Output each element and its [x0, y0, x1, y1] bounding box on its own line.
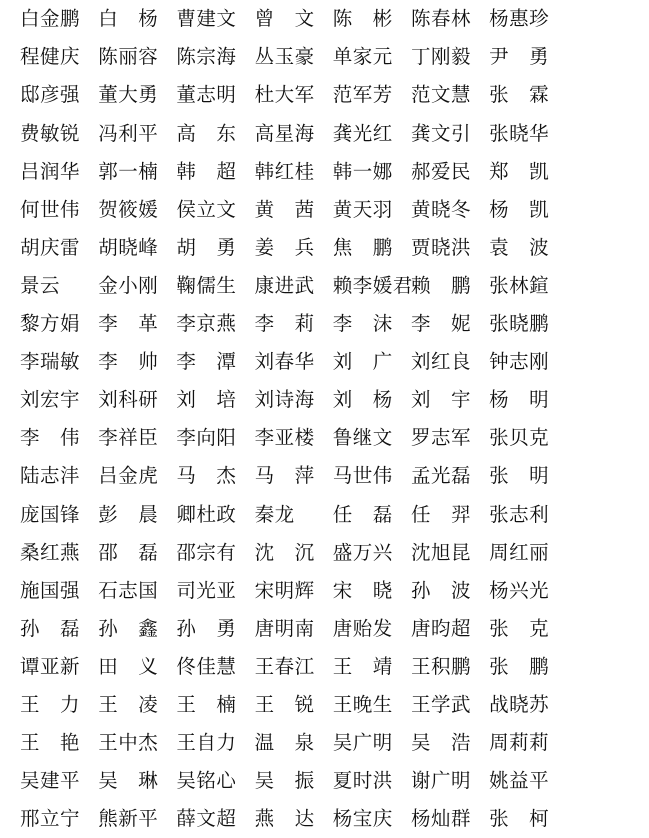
name-cell: 丁刚毅 — [410, 45, 471, 69]
name-cell: 沈 沉 — [254, 540, 315, 564]
name-cell: 张 克 — [489, 616, 550, 640]
name-cell: 陈宗海 — [176, 45, 237, 69]
name-cell: 李亚楼 — [254, 426, 315, 450]
name-cell: 贾晓洪 — [410, 235, 471, 259]
name-row — [20, 457, 649, 495]
name-cell: 高 东 — [176, 121, 237, 145]
name-row — [20, 800, 649, 838]
name-cell: 王 力 — [20, 692, 81, 716]
name-cell: 邢立宁 — [20, 807, 81, 831]
name-row — [20, 267, 649, 305]
name-cell: 李 沫 — [332, 312, 393, 336]
name-row — [20, 0, 649, 38]
name-cell: 夏时洪 — [332, 769, 393, 793]
name-cell: 吴 振 — [254, 769, 315, 793]
name-cell: 王 凌 — [98, 692, 159, 716]
name-cell: 李 妮 — [410, 312, 471, 336]
name-cell: 王 楠 — [176, 692, 237, 716]
name-cell: 谭亚新 — [20, 654, 81, 678]
name-cell: 王积鹏 — [410, 654, 471, 678]
name-cell: 李瑞敏 — [20, 350, 81, 374]
name-cell: 白金鹏 — [20, 7, 81, 31]
name-cell: 刘春华 — [254, 350, 315, 374]
name-cell: 郝爱民 — [410, 159, 471, 183]
name-cell: 唐贻发 — [332, 616, 393, 640]
name-cell: 金小刚 — [98, 273, 159, 297]
name-cell: 宋 晓 — [332, 578, 393, 602]
name-cell: 杨 明 — [489, 388, 550, 412]
name-cell: 任 磊 — [332, 502, 393, 526]
name-cell: 王 艳 — [20, 731, 81, 755]
name-cell: 孙 磊 — [20, 616, 81, 640]
name-cell: 杨惠珍 — [489, 7, 550, 31]
name-cell: 吕润华 — [20, 159, 81, 183]
name-cell: 王中杰 — [98, 731, 159, 755]
name-cell: 杨 凯 — [489, 197, 550, 221]
name-row — [20, 229, 649, 267]
name-cell: 张 柯 — [489, 807, 550, 831]
name-cell: 姜 兵 — [254, 235, 315, 259]
name-cell: 郭一楠 — [98, 159, 159, 183]
name-cell: 马 杰 — [176, 464, 237, 488]
name-cell: 吴 浩 — [410, 731, 471, 755]
name-cell: 钟志刚 — [489, 350, 550, 374]
name-cell: 薛文超 — [176, 807, 237, 831]
name-cell: 贺筱媛 — [98, 197, 159, 221]
name-cell: 鞠儒生 — [176, 273, 237, 297]
name-cell: 曹建文 — [176, 7, 237, 31]
name-cell: 康进武 — [254, 273, 315, 297]
name-row — [20, 495, 649, 533]
name-cell: 赖 鹏 — [410, 273, 471, 297]
name-row — [20, 190, 649, 228]
name-cell: 王自力 — [176, 731, 237, 755]
name-cell: 刘 培 — [176, 388, 237, 412]
name-cell: 胡晓峰 — [98, 235, 159, 259]
name-row — [20, 381, 649, 419]
name-cell: 冯利平 — [98, 121, 159, 145]
name-cell: 王春江 — [254, 654, 315, 678]
name-cell: 李 潭 — [176, 350, 237, 374]
name-row — [20, 724, 649, 762]
name-cell: 赖李媛君 — [332, 273, 413, 297]
name-row — [20, 76, 649, 114]
name-cell: 郑 凯 — [489, 159, 550, 183]
name-cell: 刘宏宇 — [20, 388, 81, 412]
name-cell: 盛万兴 — [332, 540, 393, 564]
name-cell: 刘 广 — [332, 350, 393, 374]
name-cell: 焦 鹏 — [332, 235, 393, 259]
name-cell: 吴广明 — [332, 731, 393, 755]
name-cell: 张 明 — [489, 464, 550, 488]
name-cell: 邵 磊 — [98, 540, 159, 564]
name-cell: 李京燕 — [176, 312, 237, 336]
name-cell: 唐昀超 — [410, 616, 471, 640]
name-cell: 吴 琳 — [98, 769, 159, 793]
name-cell: 黄晓冬 — [410, 197, 471, 221]
name-row — [20, 152, 649, 190]
name-cell: 龚文引 — [410, 121, 471, 145]
name-cell: 孙 鑫 — [98, 616, 159, 640]
name-cell: 黄天羽 — [332, 197, 393, 221]
name-row — [20, 686, 649, 724]
name-cell: 张林鍹 — [489, 273, 550, 297]
name-cell: 王 锐 — [254, 692, 315, 716]
name-cell: 孟光磊 — [410, 464, 471, 488]
name-cell: 高星海 — [254, 121, 315, 145]
name-cell: 刘 杨 — [332, 388, 393, 412]
name-cell: 程健庆 — [20, 45, 81, 69]
name-cell: 李 伟 — [20, 426, 81, 450]
name-cell: 李 帅 — [98, 350, 159, 374]
name-row — [20, 648, 649, 686]
name-cell: 杜大军 — [254, 83, 315, 107]
name-cell: 沈旭昆 — [410, 540, 471, 564]
name-cell: 刘科研 — [98, 388, 159, 412]
name-cell: 田 义 — [98, 654, 159, 678]
name-cell: 马世伟 — [332, 464, 393, 488]
name-cell: 战晓苏 — [489, 692, 550, 716]
name-cell: 王学武 — [410, 692, 471, 716]
name-cell: 佟佳慧 — [176, 654, 237, 678]
name-cell: 谢广明 — [410, 769, 471, 793]
name-cell: 张贝克 — [489, 426, 550, 450]
name-cell: 燕 达 — [254, 807, 315, 831]
name-cell: 袁 波 — [489, 235, 550, 259]
name-cell: 姚益平 — [489, 769, 550, 793]
name-cell: 邸彦强 — [20, 83, 81, 107]
name-row — [20, 571, 649, 609]
name-cell: 韩 超 — [176, 159, 237, 183]
name-cell: 董志明 — [176, 83, 237, 107]
name-cell: 白 杨 — [98, 7, 159, 31]
name-cell: 李 莉 — [254, 312, 315, 336]
name-cell: 孙 波 — [410, 578, 471, 602]
name-cell: 桑红燕 — [20, 540, 81, 564]
name-cell: 杨兴光 — [489, 578, 550, 602]
name-cell: 马 萍 — [254, 464, 315, 488]
name-cell: 陈 彬 — [332, 7, 393, 31]
name-cell: 王晚生 — [332, 692, 393, 716]
name-cell: 吕金虎 — [98, 464, 159, 488]
name-cell: 陈丽容 — [98, 45, 159, 69]
name-cell: 侯立文 — [176, 197, 237, 221]
name-row — [20, 305, 649, 343]
name-cell: 石志国 — [98, 578, 159, 602]
name-cell: 景云 — [20, 273, 61, 297]
name-cell: 庞国锋 — [20, 502, 81, 526]
name-cell: 刘红良 — [410, 350, 471, 374]
name-cell: 温 泉 — [254, 731, 315, 755]
name-cell: 单家元 — [332, 45, 393, 69]
name-cell: 熊新平 — [98, 807, 159, 831]
name-cell: 杨宝庆 — [332, 807, 393, 831]
name-cell: 尹 勇 — [489, 45, 550, 69]
name-cell: 杨灿群 — [410, 807, 471, 831]
name-cell: 李向阳 — [176, 426, 237, 450]
name-cell: 施国强 — [20, 578, 81, 602]
name-cell: 张晓华 — [489, 121, 550, 145]
name-cell: 胡庆雷 — [20, 235, 81, 259]
name-cell: 陈春林 — [410, 7, 471, 31]
name-cell: 李 革 — [98, 312, 159, 336]
name-cell: 刘诗海 — [254, 388, 315, 412]
name-cell: 鲁继文 — [332, 426, 393, 450]
name-cell: 龚光红 — [332, 121, 393, 145]
name-cell: 任 羿 — [410, 502, 471, 526]
name-cell: 丛玉豪 — [254, 45, 315, 69]
name-row — [20, 533, 649, 571]
name-cell: 董大勇 — [98, 83, 159, 107]
name-row — [20, 343, 649, 381]
name-cell: 曾 文 — [254, 7, 315, 31]
name-cell: 司光亚 — [176, 578, 237, 602]
name-cell: 吴铭心 — [176, 769, 237, 793]
name-cell: 黄 茜 — [254, 197, 315, 221]
name-cell: 陆志沣 — [20, 464, 81, 488]
name-cell: 秦龙 — [254, 502, 295, 526]
name-cell: 罗志军 — [410, 426, 471, 450]
name-cell: 何世伟 — [20, 197, 81, 221]
name-cell: 韩红桂 — [254, 159, 315, 183]
name-row — [20, 610, 649, 648]
name-cell: 宋明辉 — [254, 578, 315, 602]
name-row — [20, 114, 649, 152]
name-cell: 周红丽 — [489, 540, 550, 564]
name-cell: 彭 晨 — [98, 502, 159, 526]
name-cell: 范军芳 — [332, 83, 393, 107]
name-cell: 黎方娟 — [20, 312, 81, 336]
name-cell: 张晓鹏 — [489, 312, 550, 336]
name-cell: 邵宗有 — [176, 540, 237, 564]
name-row — [20, 419, 649, 457]
name-cell: 范文慧 — [410, 83, 471, 107]
name-cell: 费敏锐 — [20, 121, 81, 145]
name-cell: 张志利 — [489, 502, 550, 526]
name-cell: 卿杜政 — [176, 502, 237, 526]
name-cell: 李祥臣 — [98, 426, 159, 450]
name-row — [20, 762, 649, 800]
name-cell: 胡 勇 — [176, 235, 237, 259]
name-cell: 张 鹏 — [489, 654, 550, 678]
name-cell: 刘 宇 — [410, 388, 471, 412]
name-cell: 韩一娜 — [332, 159, 393, 183]
name-cell: 张 霖 — [489, 83, 550, 107]
name-row — [20, 38, 649, 76]
name-cell: 周莉莉 — [489, 731, 550, 755]
name-cell: 王 靖 — [332, 654, 393, 678]
name-cell: 唐明南 — [254, 616, 315, 640]
name-cell: 孙 勇 — [176, 616, 237, 640]
name-cell: 吴建平 — [20, 769, 81, 793]
